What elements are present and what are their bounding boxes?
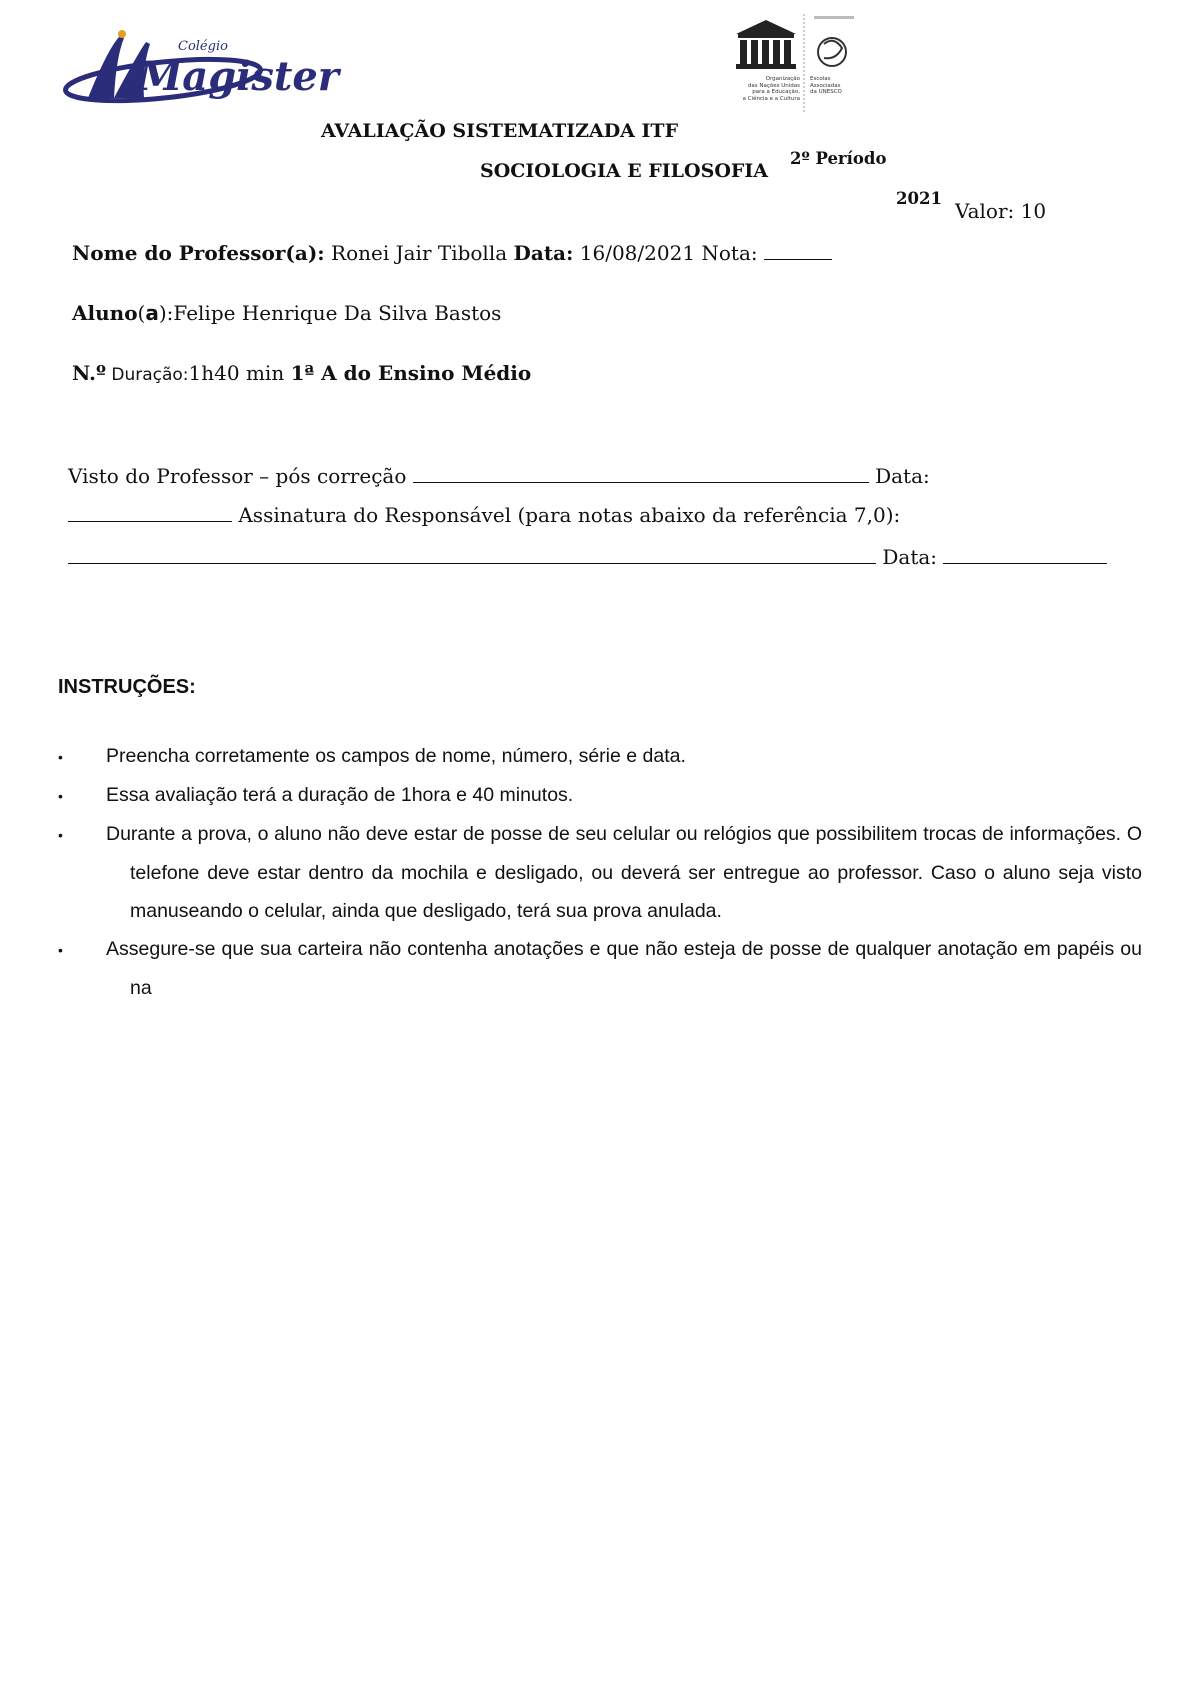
- assinatura-label: Assinatura do Responsável (para notas abaixo da referência 7,0):: [232, 503, 901, 527]
- instruction-text: Preencha corretamente os campos de nome, número, série e data.: [106, 745, 686, 767]
- numero-duracao-line: [72, 361, 531, 385]
- visto-line: [68, 464, 930, 488]
- instruction-text: Essa avaliação terá a duração de 1hora e 40 minutos.: [106, 784, 574, 806]
- assinatura-blank-line: [68, 545, 1107, 569]
- aluno-label-a: a: [145, 301, 159, 325]
- unesco-temple-icon: [724, 14, 864, 80]
- unesco-logo: [724, 14, 864, 120]
- date-value: 16/08/2021 Nota:: [573, 241, 764, 265]
- aluno-label: Aluno: [72, 301, 138, 325]
- instructions-title: INSTRUÇÕES:: [58, 676, 196, 698]
- instruction-text: Durante a prova, o aluno não deve estar de posse de seu celular ou relógios que possibilitem trocas de informações. O telefone deve estar dentro da mochila e desligado, ou deverá ser entregue ao professor. Caso o aluno seja visto manuseando o celular, ainda que desligado, terá sua prova anulada.: [106, 823, 1142, 922]
- list-item: [58, 776, 1142, 815]
- instructions-list: [58, 737, 1142, 1007]
- exam-title: AVALIAÇÃO SISTEMATIZADA ITF: [321, 120, 679, 142]
- svg-text:Colégio: Colégio: [178, 39, 228, 54]
- magister-logo-icon: [58, 28, 339, 108]
- subject-title: SOCIOLOGIA E FILOSOFIA: [480, 160, 768, 182]
- nota-blank: [764, 241, 832, 260]
- numero-label: N.º: [72, 361, 106, 385]
- list-item: [58, 737, 1142, 776]
- professor-label: Nome do Professor(a):: [72, 241, 325, 265]
- data-label-2: Data:: [876, 545, 944, 569]
- bullet-icon: •: [58, 827, 63, 843]
- turma-label: 1ª A do Ensino Médio: [290, 361, 532, 385]
- assinatura-blank: [68, 545, 876, 564]
- period-label: 2º Período: [790, 149, 887, 168]
- professor-line: [72, 241, 832, 265]
- year-label: 2021: [896, 189, 942, 208]
- visto-label: Visto do Professor – pós correção: [68, 464, 413, 488]
- data-label-1: Data:: [868, 464, 930, 488]
- unesco-caption-left: Organização das Nações Unidas para a Educação, a Ciência e a Cultura: [742, 76, 800, 102]
- bullet-icon: •: [58, 942, 63, 958]
- svg-text:Magister: Magister: [138, 53, 339, 100]
- bullet-icon: •: [58, 749, 63, 765]
- data-blank-1: [68, 503, 232, 522]
- duracao-value: 1h40 min: [188, 361, 291, 385]
- valor-label: Valor: 10: [955, 199, 1047, 223]
- bullet-icon: •: [58, 788, 63, 804]
- instruction-text: Assegure-se que sua carteira não contenha anotações e que não esteja de posse de qualquer anotação em papéis ou na: [106, 938, 1142, 999]
- aluno-line: [72, 301, 501, 325]
- list-item: [58, 930, 1142, 1007]
- professor-name: Ronei Jair Tibolla: [324, 241, 514, 265]
- duracao-label: Duração:: [105, 365, 189, 385]
- aluno-paren-open: (: [137, 301, 146, 325]
- aluno-name: :Felipe Henrique Da Silva Bastos: [166, 301, 502, 325]
- date-label: Data:: [513, 241, 574, 265]
- unesco-caption-right: Escolas Associadas da UNESCO: [810, 76, 842, 95]
- aluno-paren-close: ): [158, 301, 167, 325]
- visto-blank: [413, 464, 869, 483]
- assinatura-line: [68, 503, 900, 527]
- list-item: [58, 815, 1142, 930]
- data-blank-2: [943, 545, 1107, 564]
- school-logo: [58, 28, 339, 108]
